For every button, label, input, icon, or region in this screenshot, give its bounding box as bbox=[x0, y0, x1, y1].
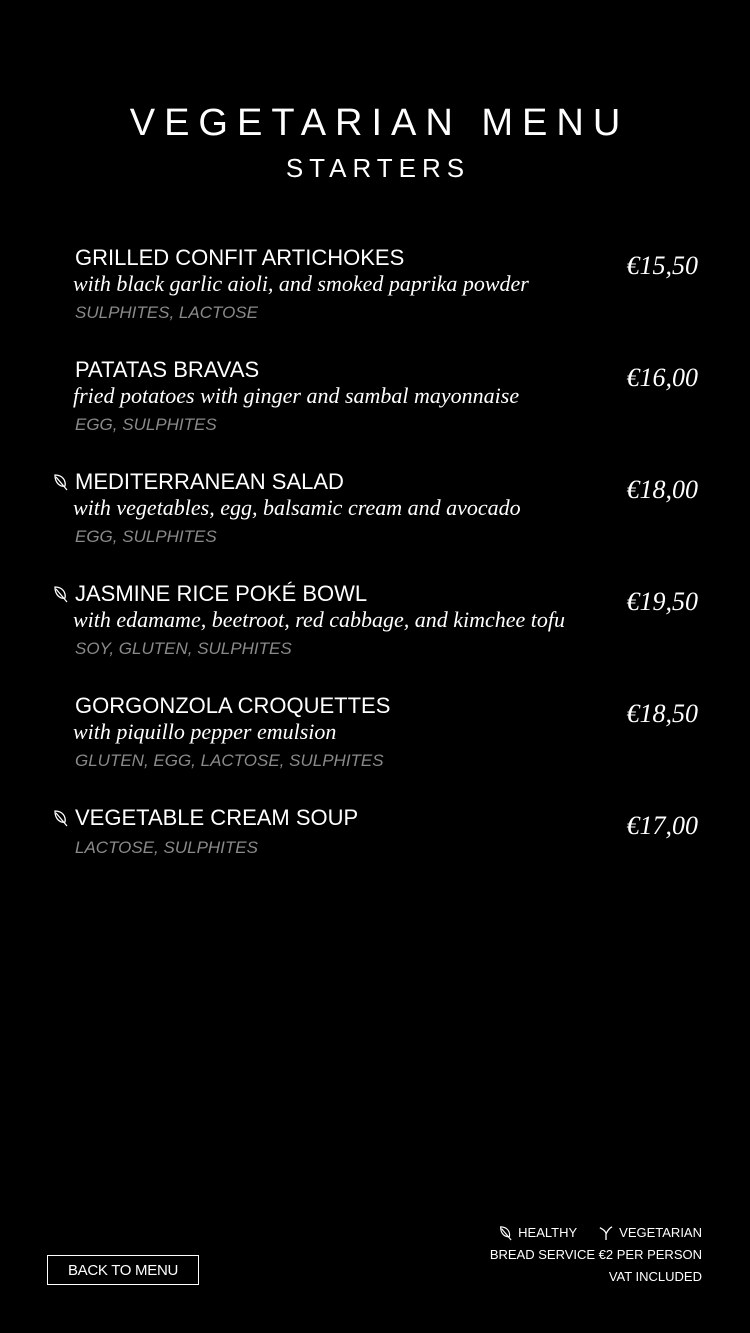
item-allergens: LACTOSE, SULPHITES bbox=[75, 838, 258, 857]
back-to-menu-button[interactable]: BACK TO MENU bbox=[47, 1255, 199, 1285]
item-allergens: EGG, SULPHITES bbox=[75, 527, 217, 546]
legend-healthy-label: HEALTHY bbox=[518, 1225, 578, 1240]
item-allergens: SOY, GLUTEN, SULPHITES bbox=[75, 639, 292, 658]
item-allergens: SULPHITES, LACTOSE bbox=[75, 303, 258, 322]
menu-item bbox=[0, 693, 750, 773]
item-description: with edamame, beetroot, red cabbage, and kimchee tofu bbox=[73, 607, 566, 632]
leaf-icon bbox=[52, 473, 68, 491]
item-description: fried potatoes with ginger and sambal mayonnaise bbox=[73, 383, 520, 408]
item-allergens: EGG, SULPHITES bbox=[75, 415, 217, 434]
item-description: with vegetables, egg, balsamic cream and avocado bbox=[73, 495, 521, 520]
item-name: MEDITERRANEAN SALAD bbox=[75, 469, 344, 494]
menu-list bbox=[0, 245, 750, 892]
item-price: €19,50 bbox=[626, 587, 698, 616]
legend-icons-row bbox=[484, 1222, 702, 1244]
item-price: €15,50 bbox=[626, 251, 698, 280]
legend-vegetarian-label: VEGETARIAN bbox=[619, 1225, 702, 1240]
leaf-icon bbox=[52, 585, 68, 603]
menu-item bbox=[0, 357, 750, 437]
legend-vegetarian bbox=[599, 1222, 702, 1244]
item-allergens: GLUTEN, EGG, LACTOSE, SULPHITES bbox=[75, 751, 384, 770]
leaf-icon bbox=[498, 1225, 512, 1241]
item-price: €18,00 bbox=[626, 475, 698, 504]
legend-healthy bbox=[498, 1222, 577, 1244]
item-name: PATATAS BRAVAS bbox=[75, 357, 260, 382]
item-name: VEGETABLE CREAM SOUP bbox=[75, 805, 359, 830]
menu-title: VEGETARIAN MENU bbox=[129, 102, 630, 144]
item-price: €17,00 bbox=[626, 811, 698, 840]
leaf-icon bbox=[52, 809, 68, 827]
item-price: €18,50 bbox=[626, 699, 698, 728]
menu-header bbox=[0, 100, 750, 186]
legend bbox=[484, 1222, 702, 1288]
item-price: €16,00 bbox=[626, 363, 698, 392]
menu-item bbox=[0, 581, 750, 661]
item-name: GRILLED CONFIT ARTICHOKES bbox=[75, 245, 405, 270]
item-name: JASMINE RICE POKÉ BOWL bbox=[75, 581, 368, 606]
item-name: GORGONZOLA CROQUETTES bbox=[75, 693, 391, 718]
section-title: STARTERS bbox=[285, 153, 471, 183]
vat-note: VAT INCLUDED bbox=[608, 1269, 702, 1284]
sprout-icon bbox=[599, 1225, 613, 1241]
item-description: with piquillo pepper emulsion bbox=[73, 719, 337, 744]
item-description: with black garlic aioli, and smoked paprika powder bbox=[73, 271, 529, 296]
menu-item bbox=[0, 469, 750, 549]
menu-item bbox=[0, 805, 750, 860]
menu-item bbox=[0, 245, 750, 325]
bread-service-note: BREAD SERVICE €2 PER PERSON bbox=[489, 1247, 702, 1262]
